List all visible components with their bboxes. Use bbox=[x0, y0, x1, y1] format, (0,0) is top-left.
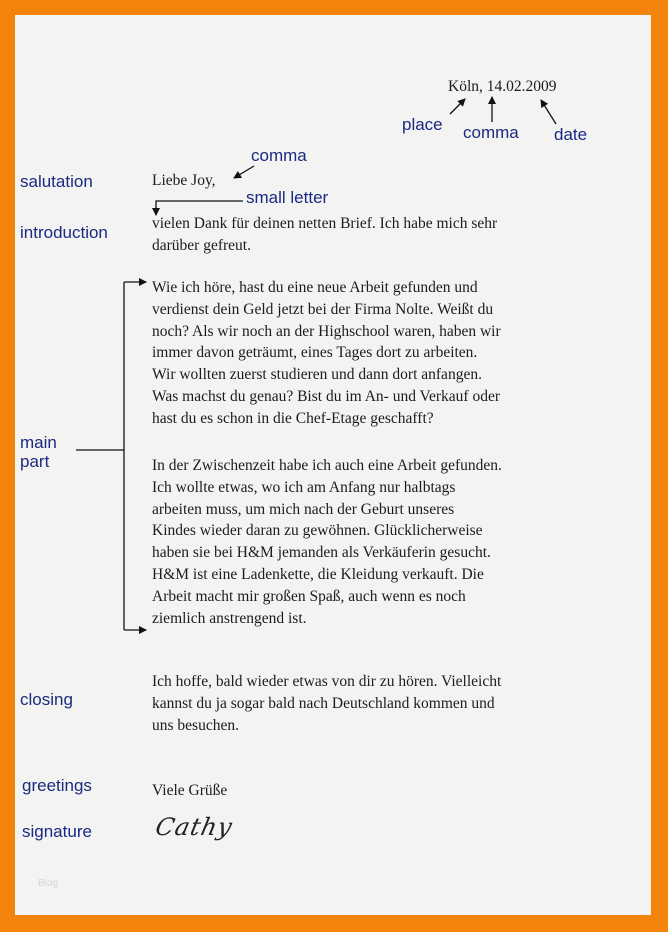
text-line: immer davon geträumt, eines Tages dort zu arbeiten. bbox=[152, 344, 478, 362]
text-line: Wir wollten zuerst studieren und dann dort anfangen. bbox=[152, 366, 482, 384]
text-line: ziemlich anstrengend ist. bbox=[152, 609, 307, 627]
text-line: H&M ist eine Ladenkette, die Kleidung verkauft. Die bbox=[152, 565, 484, 583]
place-date: Köln, 14.02.2009 bbox=[448, 78, 557, 95]
arrow-date bbox=[541, 100, 556, 124]
arrow-place bbox=[450, 99, 465, 114]
label-part: part bbox=[20, 452, 50, 471]
text-line: uns besuchen. bbox=[152, 716, 239, 734]
signature-text: Cathy bbox=[153, 813, 236, 841]
label-main: main bbox=[20, 433, 57, 452]
annotation-small-letter: small letter bbox=[246, 188, 329, 207]
text-line: arbeiten muss, um mich nach der Geburt unseres bbox=[152, 500, 455, 518]
text-line: Ich hoffe, bald wieder etwas von dir zu hören. Vielleicht bbox=[152, 673, 502, 690]
label-greetings: greetings bbox=[22, 776, 92, 795]
text-line: Arbeit macht mir großen Spaß, auch wenn es noch bbox=[152, 587, 466, 605]
text-line: haben sie bei H&M jemanden als Verkäuferin gesucht. bbox=[152, 544, 491, 562]
text-line: Was machst du genau? Bist du im An- und Verkauf oder bbox=[152, 387, 501, 405]
text-line: Wie ich höre, hast du eine neue Arbeit gefunden und bbox=[152, 279, 478, 296]
text-line: darüber gefreut. bbox=[152, 236, 251, 254]
arrow-comma-salutation bbox=[234, 166, 254, 178]
annotation-date: date bbox=[554, 125, 588, 144]
annotation-comma-salutation: comma bbox=[251, 146, 307, 165]
arrow-small-letter bbox=[156, 201, 243, 215]
text-line: noch? Als wir noch an der Highschool waren, haben wir bbox=[152, 322, 501, 340]
annotation-comma-date: comma bbox=[463, 123, 519, 142]
annotation-place: place bbox=[402, 115, 443, 134]
text-line: Kindes wieder daran zu gewöhnen. Glücklicherweise bbox=[152, 522, 483, 540]
salutation-text: Liebe Joy, bbox=[152, 172, 216, 189]
text-line: kannst du ja sogar bald nach Deutschland kommen und bbox=[152, 694, 495, 712]
text-line: vielen Dank für deinen netten Brief. Ich habe mich sehr bbox=[152, 215, 498, 232]
text-line: In der Zwischenzeit habe ich auch eine Arbeit gefunden. bbox=[152, 457, 502, 474]
label-introduction: introduction bbox=[20, 223, 108, 242]
text-line: Ich wollte etwas, wo ich am Anfang nur halbtags bbox=[152, 478, 456, 496]
label-closing: closing bbox=[20, 690, 73, 709]
greetings-text: Viele Grüße bbox=[152, 782, 228, 799]
label-signature: signature bbox=[22, 822, 92, 841]
watermark: Blog bbox=[38, 878, 59, 889]
text-line: hast du es schon in die Chef-Etage geschafft? bbox=[152, 409, 434, 427]
text-line: verdienst dein Geld jetzt bei der Firma Nolte. Weißt du bbox=[152, 300, 494, 318]
label-salutation: salutation bbox=[20, 172, 93, 191]
